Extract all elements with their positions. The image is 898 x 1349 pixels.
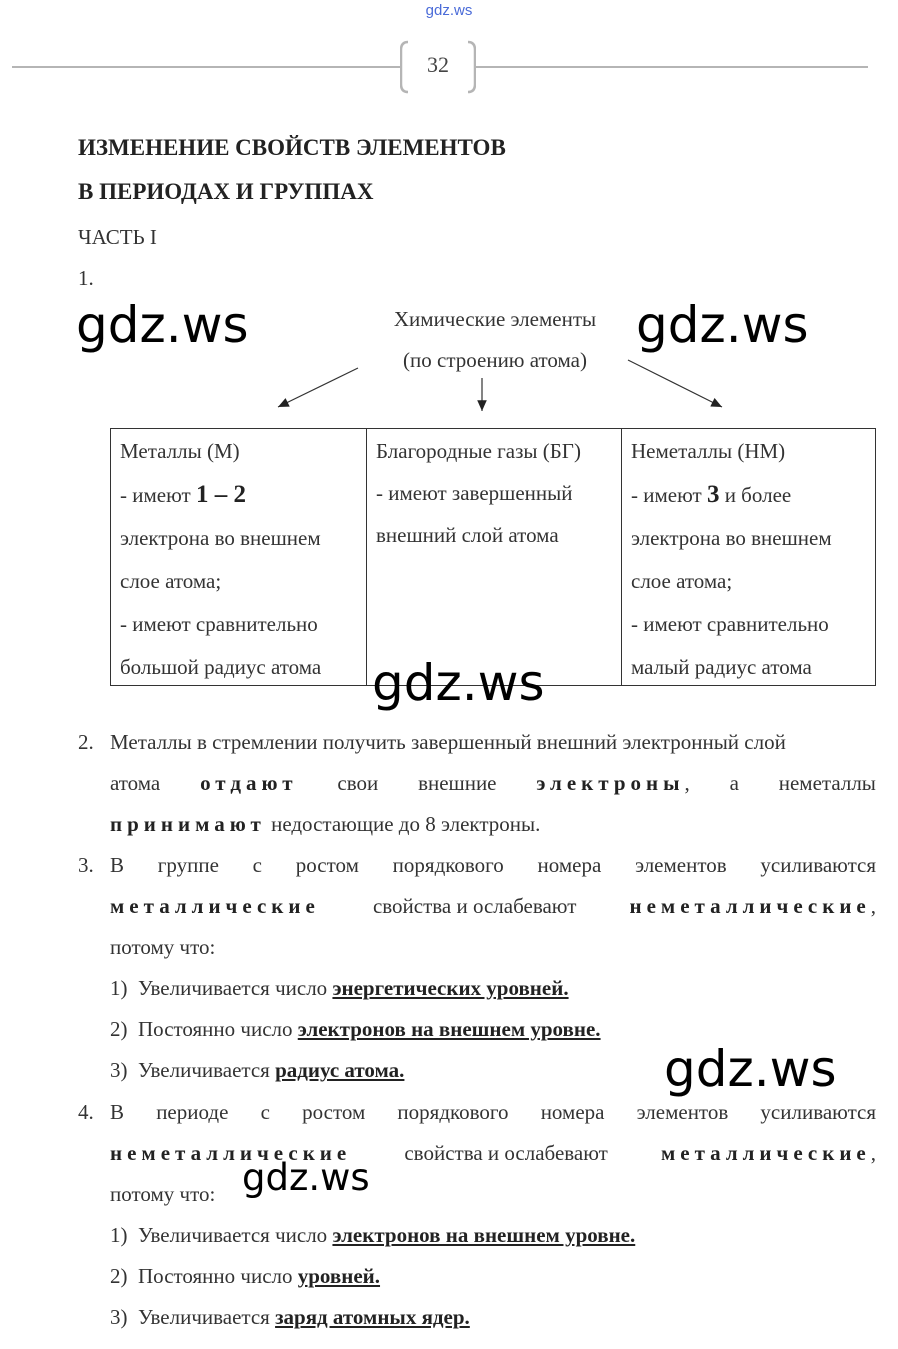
answer-give: отдают (200, 771, 298, 795)
answer-nonmetallic: неметаллические (629, 894, 871, 918)
watermark: gdz.ws (636, 296, 809, 354)
task3-number: 3. (78, 853, 94, 877)
metals-line2: электрона во внешнем (120, 526, 321, 550)
metals-line1: - имеют 1 – 2 (120, 481, 246, 508)
metals-electron-count: 1 – 2 (195, 481, 246, 508)
watermark: gdz.ws (664, 1040, 837, 1098)
nonmetals-line3: слое атома; (631, 569, 733, 593)
task3-line3: потому что: (110, 935, 216, 959)
page-title-line2: В ПЕРИОДАХ И ГРУППАХ (78, 179, 374, 204)
nonmetals-heading: Неметаллы (НМ) (631, 439, 786, 463)
page-number: 32 (427, 52, 449, 77)
task3-line2: металлические свойства и ослабевают неметаллические, (110, 894, 876, 918)
task1-number: 1. (78, 266, 94, 290)
metals-heading: Металлы (М) (120, 439, 240, 463)
arrow-to-nonmetals (628, 360, 722, 407)
answer-accept: принимают (110, 812, 266, 836)
arrow-to-metals (278, 368, 358, 407)
task4-number: 4. (78, 1100, 94, 1124)
nonmetals-line4: - имеют сравнительно (631, 612, 829, 636)
task4-line3: потому что: (110, 1182, 216, 1206)
answer-metallic-2: металлические (660, 1141, 871, 1165)
noble-heading: Благородные газы (БГ) (376, 439, 581, 463)
task2-line3: принимают недостающие до 8 электроны. (110, 812, 541, 836)
noble-line2: внешний слой атома (376, 523, 559, 547)
task4-item1: 1) Увеличивается число электронов на внешнем уровне. (110, 1223, 636, 1247)
diagram-title-line1: Химические элементы (393, 307, 597, 331)
nonmetals-column (622, 429, 875, 685)
watermark: gdz.ws (372, 654, 545, 712)
noble-line1: - имеют завершенный (376, 481, 573, 505)
task3-line1: В группе с ростом порядкового номера элементов усиливаются (110, 853, 876, 877)
nonmetals-line2: электрона во внешнем (631, 526, 832, 550)
element-classification-table (110, 428, 876, 686)
diagram-arrows (0, 0, 898, 430)
nonmetals-electron-count: 3 (706, 481, 720, 508)
task2-line2: атома отдают свои внешние электроны, а неметаллы (110, 771, 876, 795)
task3-item1: 1) Увеличивается число энергетических уровней. (110, 976, 569, 1000)
page-title-line1: ИЗМЕНЕНИЕ СВОЙСТВ ЭЛЕМЕНТОВ (78, 135, 506, 160)
task4-line2: неметаллические свойства и ослабевают металлические, (110, 1141, 876, 1165)
task3-item3: 3) Увеличивается радиус атома. (110, 1058, 405, 1082)
metals-column (111, 429, 367, 685)
metals-line3: слое атома; (120, 569, 222, 593)
answer-nonmetallic-2: неметаллические (110, 1141, 352, 1165)
nonmetals-line5: малый радиус атома (631, 655, 812, 679)
metals-line4: - имеют сравнительно (120, 612, 318, 636)
nonmetals-line1: - имеют 3 и более (631, 481, 792, 508)
noble-gases-column (367, 429, 622, 685)
task4-item2: 2) Постоянно число уровней. (110, 1264, 381, 1288)
task4-item3: 3) Увеличивается заряд атомных ядер. (110, 1305, 470, 1329)
task3-item2: 2) Постоянно число электронов на внешнем уровне. (110, 1017, 601, 1041)
metals-line5: большой радиус атома (120, 655, 322, 679)
answer-electrons: электроны (536, 771, 685, 795)
task2-number: 2. (78, 730, 94, 754)
watermark: gdz.ws (76, 296, 249, 354)
diagram-title-line2: (по строению атома) (403, 348, 587, 372)
watermark: gdz.ws (242, 1156, 370, 1199)
site-link[interactable]: gdz.ws (425, 2, 473, 19)
task4-line1: В периоде с ростом порядкового номера элементов усиливаются (110, 1100, 876, 1124)
task2-line1: Металлы в стремлении получить завершенный внешний электронный слой (110, 730, 786, 754)
answer-metallic: металлические (110, 894, 320, 918)
part-label: ЧАСТЬ I (78, 225, 157, 249)
